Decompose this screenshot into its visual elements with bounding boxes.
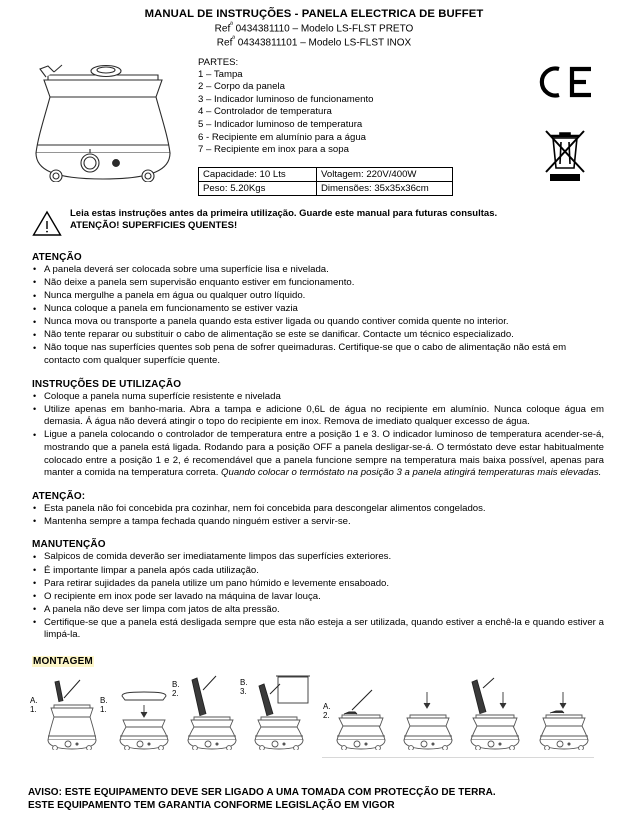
warning-text [66, 208, 497, 233]
list-item: • Não deixe a panela sem supervisão enquanto estiver em funcionamento. [32, 277, 604, 290]
footer-line-1: AVISO: ESTE EQUIPAMENTO DEVE SER LIGADO A UMA TOMADA COM PROTECÇÃO DE TERRA. [28, 787, 496, 798]
assembly-label-b1-bottom: 1. [100, 704, 107, 714]
assembly-drawing-b1 [100, 674, 172, 750]
weee-crossed-bin-icon [510, 126, 620, 189]
ce-icon-glyph [534, 65, 596, 99]
soup-kettle-drawing [18, 57, 188, 182]
list-item: • Certifique-se que a panela está desligada sempre que esta não esteja a ser utilizada, quando estiver a enchê-la e quando estiver a limpá-la. [32, 617, 604, 642]
assembly-label-a2-top: A. [323, 701, 331, 711]
assembly-step-a2 [322, 674, 392, 755]
assembly-label-b3-bottom: 3. [240, 686, 247, 696]
list-item: • Utilize apenas em banho-maria. Abra a tampa e adicione 0,6L de água no recipiente em alumínio. Nunca coloque água em demasia. Á água não deverá atingir o topo do recipiente em inox. Remova de imediato qualquer excesso de água. [32, 404, 604, 429]
assembly-label-a1-bottom: 1. [30, 704, 37, 714]
list-item: • Não tente reparar ou substituir o cabo de alimentação se este se danificar. Contacte um técnico especializado. [32, 329, 604, 342]
atencao-bullet-list [32, 264, 604, 368]
part-item: 3 – Indicador luminoso de funcionamento [198, 93, 374, 105]
specifications-table [198, 167, 453, 196]
list-item: • Nunca mova ou transporte a panela quando esta estiver ligada ou quando contiver comida quente no interior. [32, 316, 604, 329]
assembly-label-a1-top: A. [30, 695, 38, 705]
list-item: • Para retirar sujidades da panela utilize um pano húmido e levemente ensaboado. [32, 578, 604, 591]
ce-mark-icon [510, 65, 620, 104]
product-overview-row [0, 55, 628, 196]
assembly-step-b3 [240, 674, 316, 755]
section-heading-atencao: ATENÇÃO [32, 251, 82, 263]
spec-dimensions: Dimensões: 35x35x36cm [317, 181, 453, 195]
list-item: • Coloque a panela numa superfície resistente e nivelada [32, 391, 604, 404]
warning-icon-glyph [32, 210, 62, 237]
part-item: 2 – Corpo da panela [198, 81, 285, 93]
assembly-group-right [322, 674, 594, 758]
parts-section [188, 55, 510, 196]
assembly-drawing-a1 [28, 674, 100, 750]
list-item: • A panela não deve ser limpa com jatos de alta pressão. [32, 604, 604, 617]
manutencao-bullet-list [32, 551, 604, 642]
assembly-step-b1 [100, 674, 172, 755]
weee-icon-glyph [540, 126, 590, 184]
list-item: • Esta panela não foi concebida pra cozinhar, nem foi concebida para descongelar alimentos congelados. [32, 503, 604, 516]
assembly-step-a1 [28, 674, 100, 755]
spec-weight: Peso: 5.20Kgs [199, 181, 317, 195]
ref-sup-2: ª [232, 36, 235, 44]
assembly-drawing-b3 [240, 674, 316, 750]
parts-title: PARTES: [198, 56, 239, 68]
ref-text-1: 0434381110 – Modelo LS-FLST PRETO [232, 23, 414, 35]
list-item: • Mantenha sempre a tampa fechada quando ninguém estiver a servir-se. [32, 516, 604, 529]
product-illustration [18, 55, 188, 187]
list-item: • Nunca mergulhe a panela em água ou qualquer outro líquido. [32, 290, 604, 303]
section-heading-montagem: MONTAGEM [33, 655, 93, 667]
assembly-drawing-right-2 [392, 674, 458, 750]
assembly-step-right-4 [528, 674, 594, 755]
assembly-drawing-b2 [172, 674, 240, 750]
atencao-2-bullet-list [32, 503, 604, 529]
spec-capacity: Capacidade: 10 Lts [199, 167, 317, 181]
assembly-label-b2-top: B. [172, 679, 180, 689]
list-item-thermostat [32, 429, 604, 479]
part-item: 7 – Recipiente em inox para a sopa [198, 144, 349, 156]
ref-sup-1: ª [230, 22, 233, 29]
list-item: • Nunca coloque a panela em funcionamento se estiver vazia [32, 303, 604, 316]
reference-line-1 [0, 22, 628, 34]
list-item: • A panela deverá ser colocada sobre uma superfície lisa e nivelada. [32, 264, 604, 277]
safety-warning-banner [0, 208, 628, 242]
ref-prefix-2: Ref [216, 37, 233, 49]
instrucoes-bullet-list [32, 391, 604, 480]
section-heading-atencao-2: ATENÇÃO: [32, 490, 86, 502]
section-heading-manutencao: MANUTENÇÃO [32, 539, 106, 551]
assembly-label-b1-top: B. [100, 695, 108, 705]
list-item: • O recipiente em inox pode ser lavado na máquina de lavar louça. [32, 591, 604, 604]
assembly-drawing-right-4 [528, 674, 594, 750]
assembly-label-b2-bottom: 2. [172, 688, 179, 698]
thermostat-text-normal: Ligue a panela colocando o controlador de temperatura entre a posição 1 e 3. O indicador luminoso de temperatura acender-se-á, mostrando que a panela está ligada. Rodando para a posição OFF a panela desligar-se-á. O termóstato deve estar habitualmente colocado entre a posição 1 e 2, é recomendável que a panela funcione sempre na temperatura mais baixa possível, apenas para manter a comida na temperatura correta. [44, 429, 604, 479]
manual-body [0, 252, 628, 669]
reference-line-2 [0, 36, 628, 48]
section-heading-instrucoes: INSTRUÇÕES DE UTILIZAÇÃO [32, 378, 182, 390]
thermostat-text-italic: Quando colocar o termóstato na posição 3 a panela atingirá temperaturas mais elevadas. [221, 467, 602, 479]
assembly-drawing-right-3 [458, 674, 528, 750]
ref-prefix-1: Ref [214, 23, 231, 35]
parts-list [198, 69, 510, 157]
list-item: • É importante limpar a panela após cada utilização. [32, 565, 604, 578]
assembly-label-b3-top: B. [240, 677, 248, 687]
ref-text-2: 04343811101 – Modelo LS-FLST INOX [234, 37, 412, 49]
part-item: 1 – Tampa [198, 68, 243, 80]
assembly-step-b2 [172, 674, 240, 755]
assembly-group-left [28, 674, 316, 755]
list-item: • Não toque nas superfícies quentes sob pena de sofrer queimaduras. Certifique-se que o cabo de alimentação não está em contacto com qualquer superfície quente. [32, 342, 604, 367]
list-item: • Salpicos de comida deverão ser imediatamente limpos das superfícies exteriores. [32, 551, 604, 564]
compliance-symbols [510, 55, 620, 189]
footer-line-2: ESTE EQUIPAMENTO TEM GARANTIA CONFORME LEGISLAÇÃO EM VIGOR [28, 800, 395, 811]
part-item: 5 – Indicador luminoso de temperatura [198, 119, 363, 131]
warning-line-2: ATENÇÃO! SUPERFICIES QUENTES! [70, 220, 238, 232]
page-title: MANUAL DE INSTRUÇÕES - PANELA ELECTRICA DE BUFFET [144, 8, 484, 20]
table-row [199, 167, 453, 181]
warning-triangle-icon [32, 208, 66, 242]
table-row [199, 181, 453, 195]
footer-notice [28, 786, 496, 812]
warning-line-1: Leia estas instruções antes da primeira utilização. Guarde este manual para futuras consultas. [70, 207, 498, 219]
assembly-step-right-2 [392, 674, 458, 755]
assembly-label-a2-bottom: 2. [323, 710, 330, 720]
assembly-diagrams [0, 674, 628, 758]
spec-voltage: Voltagem: 220V/400W [317, 167, 453, 181]
assembly-step-right-3 [458, 674, 528, 755]
part-item: 4 – Controlador de temperatura [198, 106, 332, 118]
assembly-drawing-a2 [322, 674, 392, 750]
manual-page [0, 8, 628, 826]
weee-bar [550, 174, 580, 181]
part-item: 6 - Recipiente em alumínio para a água [198, 131, 366, 143]
